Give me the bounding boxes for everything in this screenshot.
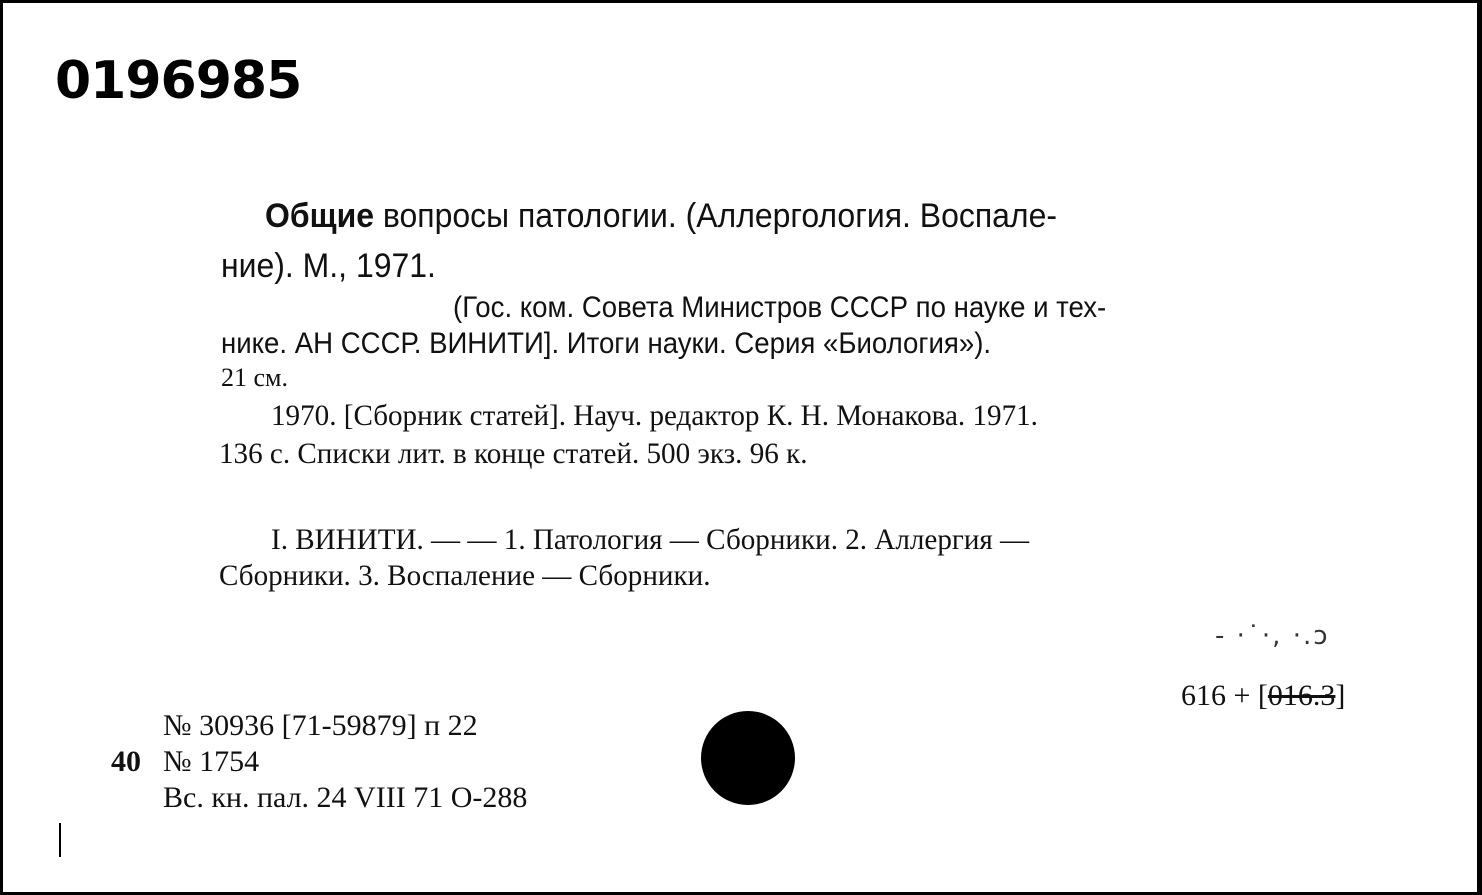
accession-stamp: 0196985 <box>55 51 302 111</box>
details-line-1: 1970. [Сборник статей]. Науч. редактор К. Н. Монакова. 1971. <box>271 399 1038 432</box>
bottom-line-2-lead: 40 <box>111 745 141 778</box>
title-line-1 <box>265 197 1057 236</box>
edge-mark <box>59 823 61 857</box>
handwritten-mark-icon: - ·˙·, ·.ɔ <box>1215 621 1330 651</box>
classification <box>1181 679 1345 713</box>
org-line-3: 21 см. <box>221 363 288 392</box>
subjects-line-2: Сборники. 3. Воспаление — Сборники. <box>219 559 711 592</box>
bottom-line-1: № 30936 [71-59879] п 22 <box>163 709 478 742</box>
punch-hole <box>701 711 795 805</box>
bottom-line-3: Вс. кн. пал. 24 VIII 71 О-288 <box>163 781 528 814</box>
classification-suffix: ] <box>1335 679 1346 712</box>
org-line-2: нике. АН СССР. ВИНИТИ]. Итоги науки. Серия «Биология»). <box>221 327 992 360</box>
bottom-line-2: № 1754 <box>163 745 260 778</box>
subjects-line-1: I. ВИНИТИ. — — 1. Патология — Сборники. 2. Аллергия — <box>271 523 1030 556</box>
title-line-1-rest: вопросы патологии. (Аллергология. Воспале- <box>373 197 1058 235</box>
title-line-2: ние). М., 1971. <box>221 247 436 285</box>
details-line-2: 136 с. Списки лит. в конце статей. 500 экз. 96 к. <box>219 437 808 470</box>
org-line-1: (Гос. ком. Совета Министров СССР по науке и тех- <box>453 291 1107 324</box>
classification-prefix: 616 + [ <box>1181 679 1268 712</box>
classification-struck: 016.3 <box>1267 679 1336 712</box>
title-bold-word: Общие <box>265 197 374 235</box>
